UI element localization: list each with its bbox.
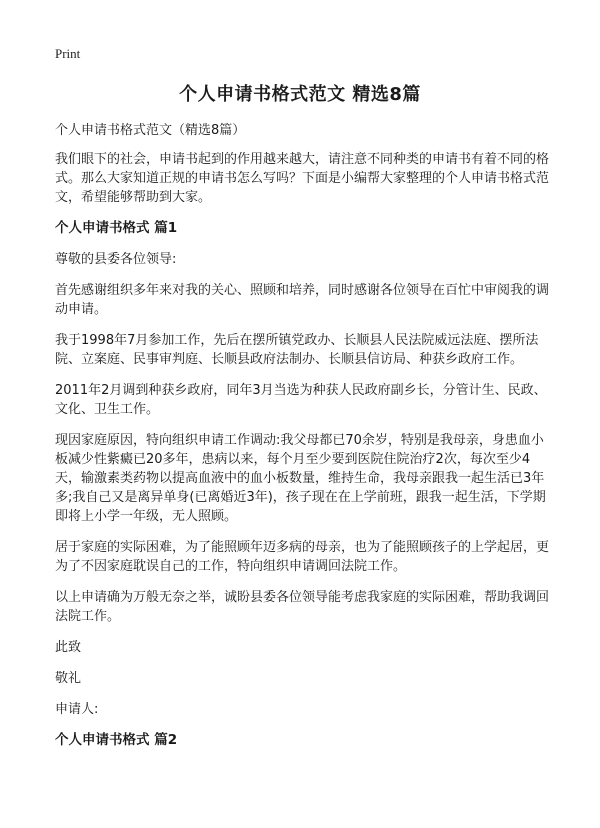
body-paragraph: 我于1998年7月参加工作，先后在摆所镇党政办、长顺县人民法院威远法庭、摆所法院、立案庭、民事审判庭、长顺县政府法制办、长顺县信访局、种获乡政府工作。	[55, 333, 539, 367]
print-label: Print	[55, 46, 81, 61]
body-paragraph: 首先感谢组织多年来对我的关心、照顾和培养，同时感谢各位领导在百忙中审阅我的调动申请。	[55, 283, 550, 317]
body-paragraph: 以上申请确为万般无奈之举，诚盼县委各位领导能考虑我家庭的实际困难，帮助我调回法院工作。	[55, 590, 550, 624]
document-body	[55, 121, 555, 762]
letter-greeting: 尊敬的县委各位领导:	[55, 252, 177, 267]
body-paragraph: 2011年2月调到种获乡政府，同年3月当选为种获人民政府副乡长，分管计生、民政、文化、卫生工作。	[55, 383, 547, 417]
page-title: 个人申请书格式范文 精选8篇	[179, 84, 421, 105]
section-heading-2: 个人申请书格式 篇2	[55, 732, 178, 748]
closing-line: 此致	[55, 640, 82, 655]
body-paragraph: 现因家庭原因，特向组织申请工作调动:我父母都已70余岁，特别是我母亲，身患血小板减少性紫癜已20多年，患病以来，每个月至少要到医院住院治疗2次，每次至少4天，输激素类药物以提高血液中的血小板数量，维持生命，我母亲跟我一起生活已3年多;我自己又是离异单身(已离婚近3年)，孩子现在在上学前班，跟我一起生活，下学期即将上小学一年级，无人照顾。	[55, 433, 546, 524]
intro-paragraph: 我们眼下的社会，申请书起到的作用越来越大，请注意不同种类的申请书有着不同的格式。那么大家知道正规的申请书怎么写吗？下面是小编帮大家整理的个人申请书格式范文，希望能够帮助到大家。	[55, 152, 550, 205]
section-heading-1: 个人申请书格式 篇1	[55, 220, 178, 236]
signature-line: 申请人:	[55, 702, 99, 717]
closing-salutation: 敬礼	[55, 671, 82, 686]
body-paragraph: 居于家庭的实际困难，为了能照顾年迈多病的母亲，也为了能照顾孩子的上学起居，更为了不因家庭耽误自己的工作，特向组织申请调回法院工作。	[55, 540, 550, 574]
document-subtitle: 个人申请书格式范文（精选8篇）	[55, 123, 246, 138]
